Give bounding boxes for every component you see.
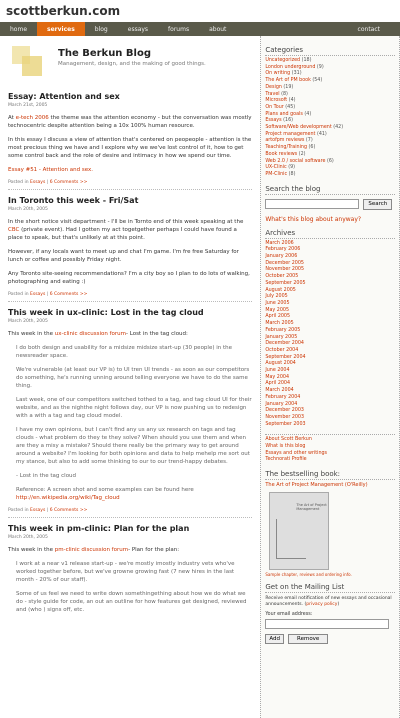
book-caption-link[interactable]: Sample chapter, reviews and ordering info. (265, 572, 352, 578)
archive-item[interactable]: February 2004 (265, 394, 301, 400)
comments-link[interactable]: 6 Comments >> (49, 508, 88, 513)
category-item[interactable]: The Art of PM book (54) (265, 78, 323, 84)
book-heading: The bestselling book: (265, 470, 395, 480)
nav-home[interactable]: home (10, 25, 28, 33)
archive-item[interactable]: June 2004 (265, 368, 290, 374)
post-title[interactable]: In Toronto this week - Fri/Sat (8, 196, 139, 205)
category-item[interactable]: Project management (41) (265, 131, 327, 137)
post-link[interactable]: CBC (8, 227, 20, 233)
post-meta: Posted in Essays | 6 Comments >> (8, 180, 252, 190)
post-title[interactable]: This week in pm-clinic: Plan for the plan (8, 524, 190, 533)
archive-item[interactable]: January 2006 (265, 254, 298, 260)
search-input[interactable] (265, 199, 359, 209)
email-label: Your email address: (265, 612, 313, 618)
post-paragraph: However, if any locals want to meet up and chat I'm game. I'm fre free Saturday for lunch or coffee and possibly Friday night. (8, 249, 239, 263)
category-item[interactable]: Web 2.0 / social software (6) (265, 158, 334, 164)
blog-tagline: Management, design, and the making of good things. (58, 61, 206, 67)
category-link[interactable]: Essays (30, 508, 46, 513)
category-item[interactable]: Microsoft (4) (265, 98, 296, 104)
mailing-list-description: Receive email notification of new essays and occasional announcements. (privacy policy) (265, 596, 392, 608)
category-item[interactable]: Essays (16) (265, 118, 294, 124)
post-date: March 21st, 2005 (8, 103, 48, 108)
whats-this-blog-link[interactable]: What's this blog about anyway? (265, 215, 362, 223)
archive-item[interactable]: December 2004 (265, 341, 304, 347)
page-body (0, 36, 400, 718)
about-links-list (265, 434, 395, 464)
category-item[interactable]: Software/Web development (42) (265, 125, 344, 131)
nav-blog[interactable]: blog (94, 25, 108, 33)
post-meta: Posted in Essays | 6 Comments >> (8, 508, 252, 518)
archive-item[interactable]: March 2006 (265, 240, 294, 246)
about-link[interactable]: What is this blog (265, 444, 306, 450)
post-date: March 20th, 2005 (8, 535, 48, 540)
post-link[interactable]: ux-clinic discussion forum (54, 331, 126, 337)
search-button[interactable]: Search (363, 199, 392, 210)
categories-list (265, 58, 395, 179)
category-link[interactable]: Essays (30, 180, 46, 185)
blog-header (8, 36, 252, 86)
archive-item[interactable]: February 2005 (265, 327, 301, 333)
archive-item[interactable]: October 2005 (265, 274, 299, 280)
category-item[interactable]: PM-Clinic (8) (265, 171, 296, 177)
email-input[interactable] (265, 619, 389, 629)
post-paragraph (8, 166, 252, 174)
post-date: March 20th, 2005 (8, 207, 48, 212)
sidebar (260, 36, 400, 718)
archive-item[interactable]: July 2005 (265, 294, 288, 300)
archive-item[interactable]: October 2004 (265, 347, 299, 353)
post-link[interactable]: pm-clinic discussion forum (54, 547, 129, 553)
post-title[interactable]: Essay: Attention and sex (8, 92, 120, 101)
blog-logo-icon (8, 44, 48, 80)
post-paragraph: This week in the ux-clinic discussion forum- Lost in the tag cloud: (8, 331, 188, 337)
comments-link[interactable]: 6 Comments >> (49, 292, 88, 297)
post (8, 92, 252, 190)
category-link[interactable]: Essays (30, 292, 46, 297)
privacy-policy-link[interactable]: privacy policy (306, 602, 338, 608)
post-quote: I do both design and usability for a midsize midsize start-up (30 people) in the newsreader space. We're vulnerable (at least our VP is) to UI tren UI trends - as soon as our competitors do something, he's running unning around telling everyone we have to do the same thing. Last week, one of our competitors switched tothed to a tag, and tag cloud UI for their website, and as the nighthe night follows day, our VP is now pushing us to redesign with a with a tag and tag cloud model. I have my own opinions, but I can't find any us any ux research on tags and tag clouds - what problem do they te they solve? When should you use them and when are they a misy a mistake? Should there really be the primary way to get around around a website? I'm looking for both opinions and data to help mehelp me sort out my stance, but also to add some thinking to our to our trend-happy debates. - Lost in the tag cloud Reference: A screen shot and some examples can be found here http://en.wikipedia.org/wiki/Tag_cloud (16, 345, 252, 501)
archive-item[interactable]: August 2005 (265, 287, 296, 293)
archive-item[interactable]: August 2004 (265, 361, 296, 367)
post-link[interactable]: Essay #51 - Attention and sex. (8, 167, 94, 173)
nav-essays[interactable]: essays (127, 25, 149, 33)
about-link[interactable]: Essays and other writings (265, 450, 328, 456)
archive-item[interactable]: December 2003 (265, 408, 304, 414)
main-content (8, 36, 252, 718)
post-link[interactable]: e-tech 2006 (15, 115, 49, 121)
archive-item[interactable]: September 2004 (265, 354, 306, 360)
archive-item[interactable]: May 2005 (265, 307, 289, 313)
nav-services[interactable]: services (37, 22, 85, 36)
category-item[interactable]: UX-Clinic (9) (265, 165, 295, 171)
archive-item[interactable]: February 2006 (265, 247, 301, 253)
category-item[interactable]: On Tour (45) (265, 104, 296, 110)
post-paragraph: This week in the pm-clinic discussion forum- Plan for the plan: (8, 547, 180, 553)
book-cover-image[interactable]: The Art of Project Management (269, 492, 329, 570)
categories-title: Categories (265, 46, 395, 56)
category-item[interactable]: Book reviews (2) (265, 151, 306, 157)
nav-forums[interactable]: forums (168, 25, 190, 33)
post-paragraph: Any Toronto site-seeing recommendations? I'm a city boy so I plan to do lots of walking, photographing and eating :) (8, 271, 250, 285)
archive-item[interactable]: January 2004 (265, 401, 298, 407)
book-link[interactable]: The Art of Project Management (O'Reilly) (265, 482, 368, 489)
about-link[interactable]: About Scott Berkun (265, 437, 312, 443)
post (8, 524, 252, 614)
main-nav (0, 22, 400, 36)
post-title[interactable]: This week in ux-clinic: Lost in the tag cloud (8, 308, 204, 317)
post-quote: I work at a near v1 release start-up - we're mostly imostly industry vets who've worked together before, but we've growne growing fast (7 new hires in the last month - 20% of our staff). Some of us feel we need to write down somethingething about how we do what we do - style guide for code, an out an outline for how features get designed, reviewed and (who ) signs off, etc. (16, 561, 247, 613)
archives-list (265, 241, 395, 429)
post-paragraph: At e-tech 2006 the theme was the attention economy - but the conversation was mostly technocentric despite attention being a 10x 100% human resource. (8, 115, 252, 129)
comments-link[interactable]: 6 Comments >> (49, 180, 88, 185)
archive-item[interactable]: November 2005 (265, 267, 305, 273)
category-item[interactable]: Plans and goals (4) (265, 111, 312, 117)
archive-item[interactable]: December 2005 (265, 260, 304, 266)
post (8, 196, 252, 302)
search-row (265, 199, 395, 210)
site-title[interactable]: scottberkun.com (6, 4, 121, 18)
post-paragraph: In the short notice visit department - I'll be in Tornto end of this week speaking at the CBC (private event). Had I gotten my act togetgether perhaps I could have found a place to speak, but that's unlikely at at this point. (8, 219, 244, 241)
archive-item[interactable]: June 2005 (265, 300, 290, 306)
category-item[interactable]: Design (19) (265, 84, 294, 90)
category-item[interactable]: artofpm reviews (7) (265, 138, 313, 144)
search-title: Search the blog (265, 185, 395, 195)
remove-button[interactable]: Remove (288, 634, 328, 644)
blog-name[interactable]: The Berkun Blog (58, 48, 151, 59)
category-item[interactable]: Teaching/Training (6) (265, 145, 316, 151)
post-date: March 20th, 2005 (8, 319, 48, 324)
archive-item[interactable]: March 2005 (265, 321, 294, 327)
mailing-list-title: Get on the Mailing List (265, 583, 395, 593)
post-meta: Posted in Essays | 6 Comments >> (8, 292, 252, 302)
post (8, 308, 252, 518)
site-header (0, 0, 400, 22)
archive-item[interactable]: September 2003 (265, 421, 306, 427)
archive-item[interactable]: May 2004 (265, 374, 289, 380)
archive-item[interactable]: November 2003 (265, 414, 305, 420)
about-link[interactable]: Technorati Profile (265, 457, 307, 463)
archive-item[interactable]: January 2005 (265, 334, 298, 340)
archive-item[interactable]: March 2004 (265, 388, 294, 394)
nav-about[interactable]: about (209, 25, 227, 33)
category-item[interactable]: Travel (8) (265, 91, 288, 97)
post-paragraph: In this essay I discuss a view of attention that's centered on peopeople - attention is the most precious thing we have and I explore why we we've lost control of it, how to get some control back and the role of desire and intimacy in how we spend our time. (8, 137, 252, 159)
archive-item[interactable]: April 2004 (265, 381, 291, 387)
add-button[interactable]: Add (265, 634, 284, 644)
archives-title: Archives (265, 229, 395, 239)
category-item[interactable]: On writing (31) (265, 71, 302, 77)
mailing-buttons (265, 634, 395, 644)
nav-contact[interactable]: contact (357, 25, 380, 33)
category-item[interactable]: London underground (9) (265, 64, 324, 70)
archive-item[interactable]: April 2005 (265, 314, 291, 320)
post-link[interactable]: http://en.wikipedia.org/wiki/Tag_cloud (16, 495, 120, 501)
category-item[interactable]: Uncategorized (18) (265, 58, 312, 63)
archive-item[interactable]: September 2005 (265, 280, 306, 286)
